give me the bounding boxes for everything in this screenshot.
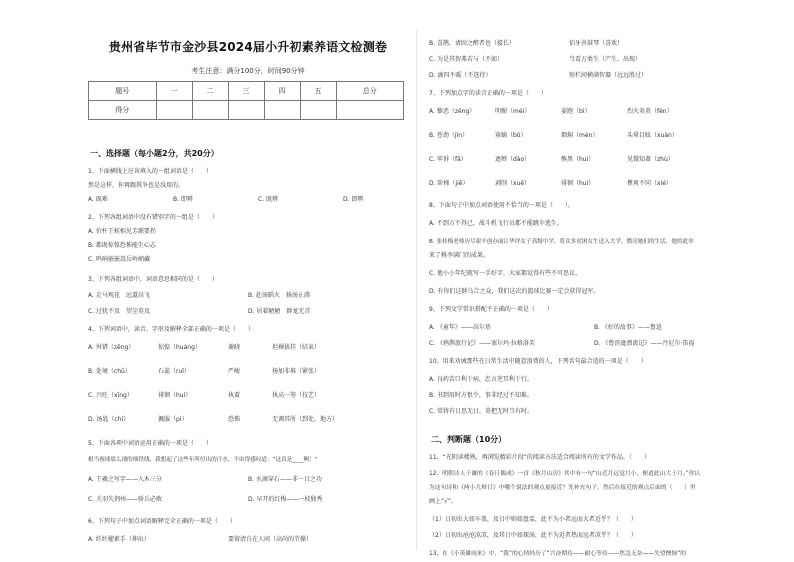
option-item: 执高一筹（技艺） <box>272 392 321 399</box>
left-column <box>88 36 408 543</box>
option-row <box>88 536 312 544</box>
option-row <box>88 196 404 204</box>
option-item[interactable]: C. 为是其智弗若与（不如） <box>429 56 504 63</box>
option-item[interactable]: B. 苍劲（jìn） <box>429 132 469 139</box>
option-row <box>429 180 672 188</box>
option-item[interactable]: C. 关羽失荆州——骄兵必败 <box>88 496 163 503</box>
score-table <box>88 81 404 120</box>
score-cell: 四 <box>264 82 300 101</box>
question-stem: 1、下面横线上应该填入的一组词语是（ ） <box>88 168 212 175</box>
option-item[interactable]: B. 张桂梅老师历尽艰辛创办丽江华坪女子高级中学，将众多贫困女生送入大学，燃亮她们的生活，她的此举 <box>429 239 694 245</box>
option-item[interactable]: D. 有你们这群乌合之众，我们这次的篮球比赛一定会获得冠军。 <box>429 288 600 295</box>
option-row <box>429 132 678 140</box>
question-stem: 10、用来劝诫那些在日常生活中随意浪费的人，下列名句最合适的一项是（ ） <box>429 358 647 365</box>
option-item[interactable]: A. 纤纤擢素手（伸出） <box>88 536 150 543</box>
option-row <box>429 340 694 348</box>
question-stem: 6、下列句子中加点词语解释完全正确的一项是（ ） <box>88 518 236 525</box>
option-item[interactable]: D. 即辨 <box>343 196 364 203</box>
question-stem: 12、明朝诗人于谦的《春日偶成》一首《秋月山房》其中有一句“山近月远觉月小，便道此山大于月。”你认 <box>429 471 701 477</box>
question-stem: 8、下面句子中加点词语使用不恰当的一项是（ ）。 <box>429 202 574 209</box>
question-stem: 11、“光阴读楼熟，再浏览精彩片段”的阅读方法适合阅读所有的文学作品。（ ） <box>429 454 650 461</box>
score-cell: 题号 <box>89 82 157 101</box>
option-row <box>429 108 673 116</box>
option-item: 明媚（méi） <box>495 108 531 115</box>
option-item[interactable]: B. 水滴穿石——非一日之功 <box>248 476 322 483</box>
option-row <box>88 292 310 300</box>
option-row <box>88 476 322 484</box>
score-input-cell[interactable] <box>156 101 192 120</box>
score-cell: 一 <box>156 82 192 101</box>
option-item[interactable]: D. 居着陋陋 群龙无首 <box>248 308 311 315</box>
option-item: 剥削（xuē） <box>495 180 531 187</box>
score-input-cell[interactable] <box>300 101 336 120</box>
option-item[interactable]: D. 滴四不暖（不连待） <box>429 72 492 79</box>
option-item: 无调其所（到处，地方） <box>272 416 339 423</box>
option-item: 头晕目眩（xuàn） <box>627 132 678 139</box>
option-item: 瞿爽不同（xié） <box>627 180 672 187</box>
option-item[interactable]: C. 既辨 <box>258 196 279 203</box>
score-cell: 五 <box>300 82 336 101</box>
option-item[interactable]: A. 不到万不得已，战斗机飞行员都不能跳伞逃生。 <box>429 220 563 227</box>
option-row <box>429 324 662 332</box>
option-row <box>88 368 320 376</box>
option-item: 恐怖 <box>228 416 241 423</box>
option-item: 短栏间横满智器（远远胜过） <box>569 72 648 79</box>
question-stem: 2、下列各组词语中没有错别字的一组是（ ） <box>88 214 218 221</box>
option-item[interactable]: A. 王羲之写字——入木三分 <box>88 476 162 483</box>
question-stem-continued: 为这句诗和《两小儿辩日》中哪个说法的观点更接近？先补充句子，然后在接近的观点后面的（ ）里 <box>429 485 696 491</box>
option-item: 坦裸拔挂（结束） <box>272 344 321 351</box>
option-item[interactable]: A. 舛错（zēng） <box>88 344 135 351</box>
option-item[interactable]: D. 早开的红梅——一枝独秀 <box>248 496 323 503</box>
option-item: 谢晓 <box>228 344 241 351</box>
option-item[interactable]: B. 处境（chǔ） <box>88 368 131 375</box>
option-item: 徘徊（huí） <box>158 392 192 399</box>
judgement-item[interactable]: （1）日初出大如车盖，及日中则如盘盂，此不为小者远而大者近乎？（ ） <box>429 516 637 523</box>
exam-notice: 考生注意：满分100分，时间90分钟 <box>191 67 305 75</box>
option-item: 佩服（pì） <box>158 416 188 423</box>
option-item: 佰牙善鼓琴（喜欢） <box>569 40 624 47</box>
score-input-cell[interactable] <box>192 101 228 120</box>
option-item: 烈火炎炎（fén） <box>627 108 673 115</box>
score-table-score-row <box>89 101 404 120</box>
score-input-cell[interactable] <box>228 101 264 120</box>
option-item[interactable]: B. 喜鹊，请固之醉者也（接长） <box>429 40 515 47</box>
question-stem: 13、在《小英雄雨来》中，“我”的心情经历了“兴奋期待——耐心等待——焦急无奈——失望懊恼”的 <box>429 551 687 557</box>
section-title-judgement: 二、判断题（10分） <box>431 435 507 444</box>
question-stem: 5、下面各项中词语运用正确的一项是（ ） <box>88 440 212 447</box>
option-item[interactable]: A. 既难 <box>88 196 108 203</box>
option-item: 严峻 <box>228 368 241 375</box>
option-item[interactable]: B. 书到用时方恨少，事非经过不知难。 <box>429 392 533 399</box>
option-item[interactable]: C. 常将有日思无日，莫把无时当有时。 <box>429 408 534 415</box>
option-row <box>88 308 310 316</box>
option-item[interactable]: D. 汤匙（chí） <box>88 416 130 423</box>
option-item[interactable]: C. 过犹不及 望尘莫及 <box>88 308 151 315</box>
option-row <box>88 392 320 400</box>
question-stem: 4、下列词语中，读音、字形及解释全部正确的一项是（ ） <box>88 326 254 333</box>
option-item: 执着 <box>228 392 241 399</box>
score-cell: 得分 <box>89 101 157 120</box>
score-input-cell[interactable] <box>336 101 404 120</box>
option-item: 熊黑（huì） <box>561 156 595 163</box>
option-item[interactable]: B. 《好的故事》——鲁迅 <box>594 324 662 331</box>
option-item[interactable]: A. 价杆王候相见芳源要拐 <box>88 228 156 235</box>
score-table-header-row <box>89 82 404 101</box>
option-row <box>88 416 338 424</box>
score-input-cell[interactable] <box>264 101 300 120</box>
option-item: 烟焖（mén） <box>561 132 599 139</box>
option-item[interactable]: A. 藜恶（zěng） <box>429 108 476 115</box>
option-item[interactable]: C. 兴旺（xīng） <box>88 392 133 399</box>
option-item: 寡嫡（bō） <box>495 132 527 139</box>
exam-title: 贵州省毕节市金沙县2024届小升初素养语文检测卷 <box>108 40 388 54</box>
option-item: 要留清白在人间（高尚的节操） <box>228 536 313 543</box>
option-item: 耍跑（bì） <box>561 108 591 115</box>
option-item: 遮蝉（dào） <box>495 156 531 163</box>
question-sub: 根当视球那么细的细铁线，我想起了这些年所付出的汗水，不由得感叹道：“这真是____啊！” <box>88 457 318 463</box>
option-item: 当看万类生（产生，出现） <box>569 56 642 63</box>
option-item[interactable]: A. 走马观花 远道高飞 <box>88 292 150 299</box>
option-item[interactable]: D. 阶梯（jiē） <box>429 180 469 187</box>
column-divider <box>416 30 417 550</box>
option-item[interactable]: C. 《鸦鹊旅行记》——塞尔玛·拉格洛芙 <box>429 340 535 347</box>
option-item: 扬加非堆（紧张） <box>272 368 321 375</box>
question-stem: 7、下列加点字的读音正确的一项是（ ） <box>429 90 547 97</box>
judgement-item[interactable]: （2）日初出沧沧凉凉，及其日中如探汤，此不为近者热而远者凉乎？（ ） <box>429 532 637 539</box>
option-item[interactable]: C. 鸣响嵌嵌嵩岳岭峭藏 <box>88 256 151 263</box>
option-item[interactable]: B. 都既惊惶恐怖能生心志 <box>88 242 156 249</box>
option-row <box>429 40 623 48</box>
section-title-choice: 一、选择题（每小题2分，共20分） <box>90 149 219 158</box>
score-cell: 二 <box>192 82 228 101</box>
question-stem: 3、下列各组词语中，词语意思相同的是（ ） <box>88 276 218 283</box>
option-item: 石蕊（ruǐ） <box>158 368 190 375</box>
option-row <box>88 496 322 504</box>
option-item[interactable]: C. 牢诉（fā） <box>429 156 467 163</box>
option-item[interactable]: B. 即辨 <box>173 196 193 203</box>
question-sub: 然是这样，你再跟我争也是没用的。 <box>88 182 185 189</box>
option-item: 惊惶（huáng） <box>158 344 201 351</box>
option-row <box>429 156 674 164</box>
score-cell: 总分 <box>336 82 404 101</box>
option-item[interactable]: A. 《童年》——高尔基 <box>429 324 491 331</box>
question-stem: 9、下列文学常识搭配不正确的一项是（ ） <box>429 306 553 313</box>
option-row <box>88 344 320 352</box>
option-item[interactable]: C. 他小小年纪就写一手好字，大家都觉得有些不可思议。 <box>429 270 582 277</box>
question-stem-continued: 画上“√”。 <box>429 498 458 505</box>
option-row <box>429 72 647 80</box>
option-item: 见微知著（zhù） <box>627 156 674 163</box>
option-item: 徘徊（huí） <box>561 180 595 187</box>
score-cell: 三 <box>228 82 264 101</box>
option-item[interactable]: B. 赴汤蹈火 扬汤止沸 <box>248 292 310 299</box>
option-item-continued: 来了桃李满门的成果。 <box>429 252 490 259</box>
option-item[interactable]: A. 良药苦口利于病，忠言逆耳利于行。 <box>429 376 533 383</box>
option-row <box>429 56 641 64</box>
option-item[interactable]: D. 《鲁滨逊漂流记》——丹尼尔·笛福 <box>594 340 695 347</box>
